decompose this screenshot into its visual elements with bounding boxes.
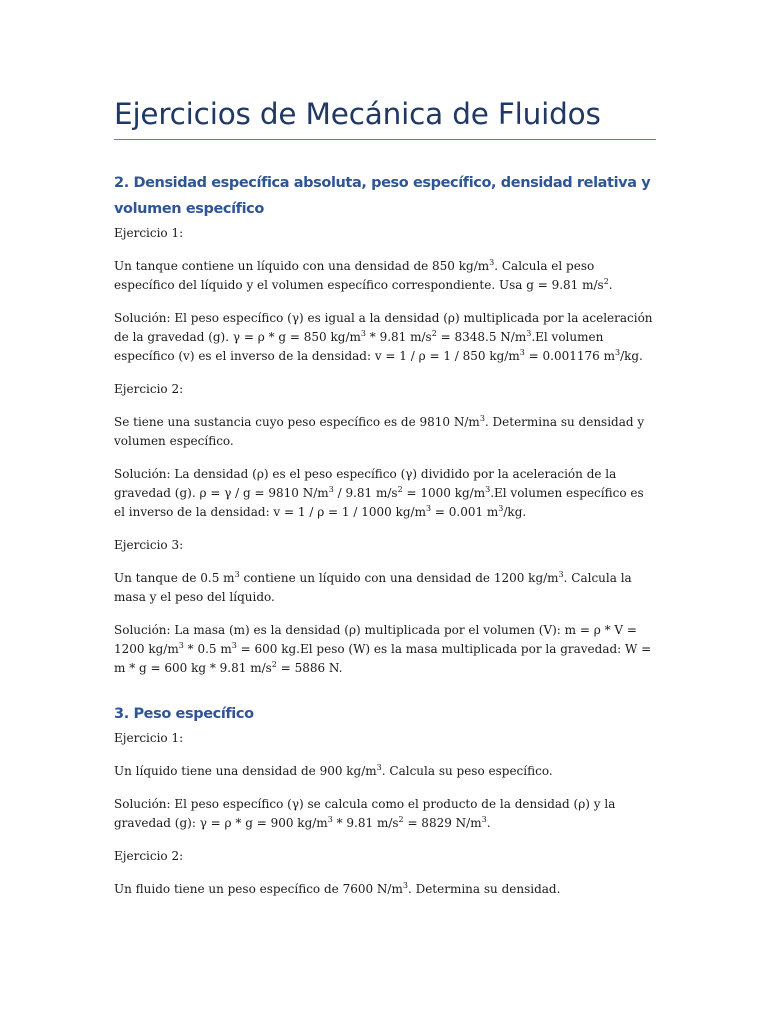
exercise-statement: Se tiene una sustancia cuyo peso específico es de 9810 $N/m^3$. Determina su densidad y volumen específico.	[114, 414, 645, 448]
exercise-label: Ejercicio 2:	[114, 382, 184, 396]
section-peso-especifico	[114, 701, 656, 913]
title-divider	[114, 139, 656, 140]
section-densidad	[114, 170, 656, 692]
exercise-statement: Un tanque contiene un líquido con una densidad de 850 $kg/m^3$. Calcula el peso específico del líquido y el volumen específico correspondiente. Usa g = 9.81 $m/s^2$.	[114, 258, 613, 292]
exercise-solution: Solución: La masa (m) es la densidad (ρ) multiplicada por el volumen (V): m = ρ * V = 1200 $kg/m^3 * 0.5$ $m^3 = 600$ kg.El peso (W) es la masa multiplicada por la gravedad: W = m * g = 600 kg * 9.81 $m/s^2 = 5886$ N.	[114, 623, 652, 675]
section-heading: 2. Densidad específica absoluta, peso específico, densidad relativa y volumen específico	[114, 175, 651, 217]
document-title: Ejercicios de Mecánica de Fluidos	[114, 97, 601, 131]
exercise-label: Ejercicio 1:	[114, 226, 184, 240]
exercise-solution: Solución: El peso específico (γ) se calcula como el producto de la densidad (ρ) y la gravedad (g): γ = ρ * g = 900 $kg/m^3 * 9.81$ $m/s^2 = 8829$ $N/m^3$.	[114, 797, 616, 830]
section-heading: 3. Peso específico	[114, 706, 254, 722]
exercise-label: Ejercicio 2:	[114, 849, 184, 863]
exercise-solution: Solución: La densidad (ρ) es el peso específico (γ) dividido por la aceleración de la gravedad (g). ρ = γ / g = 9810 $N/m^3 / 9.81$ $m/s^2 = 1000$ $kg/m^3.El$ volumen específico es el inverso de la densidad: v = 1 / ρ = 1 / 1000 $kg/m^3 = 0.001$ $m^3/kg$.	[114, 467, 644, 519]
exercise-statement: Un fluido tiene un peso específico de 7600 $N/m^3$. Determina su densidad.	[114, 881, 561, 896]
exercise-label: Ejercicio 1:	[114, 731, 184, 745]
exercise-label: Ejercicio 3:	[114, 538, 184, 552]
exercise-statement: Un tanque de 0.5 $m^3$ contiene un líquido con una densidad de 1200 $kg/m^3$. Calcula la masa y el peso del líquido.	[114, 570, 632, 604]
exercise-statement: Un líquido tiene una densidad de 900 $kg/m^3$. Calcula su peso específico.	[114, 763, 553, 778]
exercise-solution: Solución: El peso específico (γ) es igual a la densidad (ρ) multiplicada por la aceleración de la gravedad (g). γ = ρ * g = 850 $kg/m^3 * 9.81$ $m/s^2 = 8348.5$ $N/m^3.El$ volumen específico (v) es el inverso de la densidad: v = 1 / ρ = 1 / 850 $kg/m^3 = 0.001176$ $m^3/kg$.	[114, 311, 653, 363]
